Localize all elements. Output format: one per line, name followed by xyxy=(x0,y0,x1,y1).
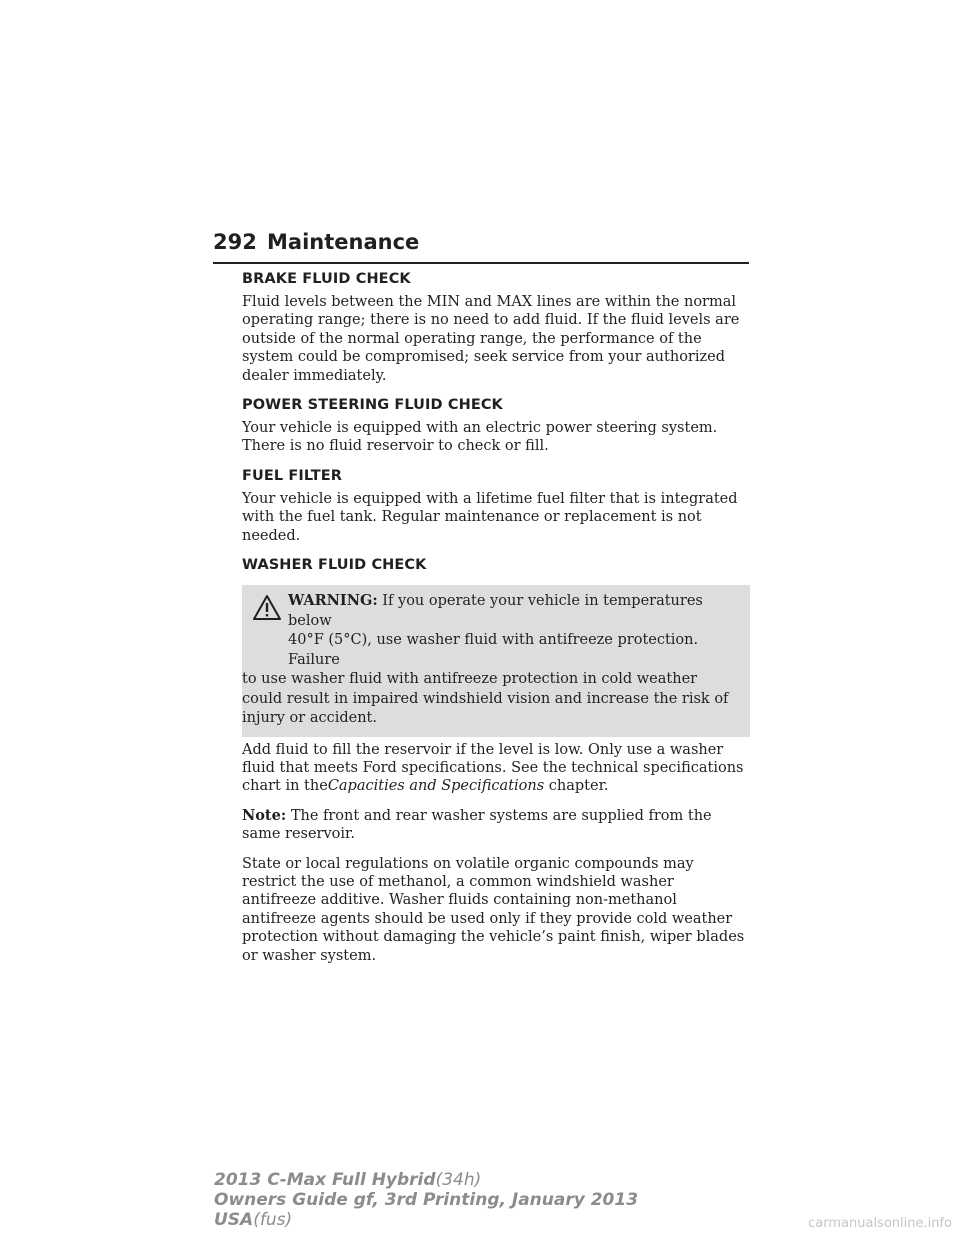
page-header xyxy=(213,228,749,264)
voc-regulations-text: State or local regulations on volatile organic compounds may restrict the use of methanol, a common windshield washer antifreeze additive. Washer fluids containing non-methanol antifreeze agents should be used only if they provide cold weather protection without damaging the vehicle’s paint finish, wiper blades or washer system. xyxy=(242,855,745,964)
capacities-reference: Capacities and Specifications xyxy=(327,778,545,795)
footer-market: USA xyxy=(214,1210,254,1230)
warning-line-1: If you operate your vehicle in temperatures below xyxy=(288,593,703,629)
warning-line-2: 40°F (5°C), use washer fluid with antifreeze protection. Failure xyxy=(288,632,699,668)
brake-fluid-heading: BRAKE FLUID CHECK xyxy=(242,271,411,287)
washer-fill-start: Add fluid to fill the reservoir if the level is low. Only use a washer fluid that meets Ford specifications. See the technical specifications chart in the xyxy=(242,741,744,795)
warning-first-lines xyxy=(242,591,740,670)
washer-note xyxy=(242,807,750,844)
watermark: carmanualsonline.info xyxy=(808,1216,952,1231)
fuel-filter-heading: FUEL FILTER xyxy=(242,467,343,484)
footer-line-2: Owners Guide gf, 3rd Printing, January 2013 xyxy=(214,1190,639,1210)
washer-fill-text xyxy=(242,741,750,796)
note-label: Note: xyxy=(242,806,287,824)
chapter-title: Maintenance xyxy=(267,230,420,254)
power-steering-heading: POWER STEERING FLUID CHECK xyxy=(242,397,503,414)
page-number: 292 xyxy=(213,230,257,254)
washer-fill-end: chapter. xyxy=(548,778,609,795)
footer-model-code: (34h) xyxy=(435,1170,482,1190)
warning-label: WARNING: xyxy=(288,592,378,610)
footer-market-code: (fus) xyxy=(253,1210,293,1230)
warning-triangle-icon xyxy=(252,594,282,621)
page-content xyxy=(242,270,750,965)
page-footer xyxy=(214,1170,638,1230)
warning-rest-text: to use washer fluid with antifreeze protection in cold weather could result in impaired windshield vision and increase the risk of injury or accident. xyxy=(242,671,729,727)
footer-line-3 xyxy=(214,1210,638,1230)
note-text: The front and rear washer systems are supplied from the same reservoir. xyxy=(242,807,712,843)
power-steering-text: Your vehicle is equipped with an electric power steering system. There is no fluid reservoir to check or fill. xyxy=(242,420,718,455)
fuel-filter-text: Your vehicle is equipped with a lifetime fuel filter that is integrated with the fuel tank. Regular maintenance or replacement is not needed. xyxy=(242,490,738,544)
warning-box xyxy=(242,585,750,737)
brake-fluid-text: Fluid levels between the MIN and MAX lines are within the normal operating range; there is no need to add fluid. If the fluid levels are outside of the normal operating range, the performance of the system could be compromised; seek service from your authorized dealer immediately. xyxy=(242,294,740,384)
washer-fluid-heading: WASHER FLUID CHECK xyxy=(242,557,427,574)
footer-line-1 xyxy=(214,1170,638,1190)
footer-model: 2013 C-Max Full Hybrid xyxy=(214,1170,436,1190)
